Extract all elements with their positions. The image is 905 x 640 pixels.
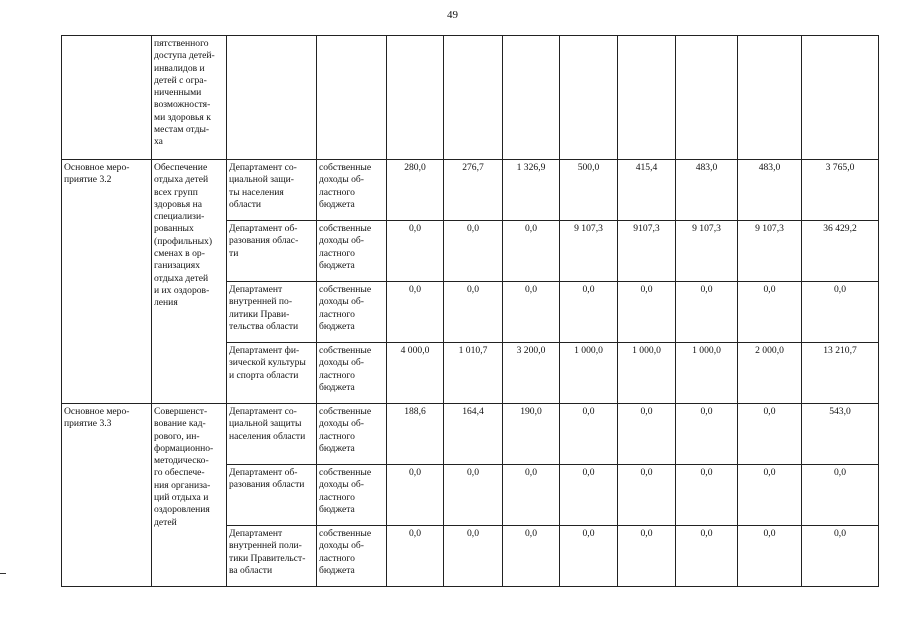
total-value-cell: 0,0 bbox=[802, 465, 879, 526]
value-cell: 0,0 bbox=[444, 526, 503, 587]
value-cell: 0,0 bbox=[560, 282, 618, 343]
executor-cell: Департамент со- циальной защиты населения области bbox=[227, 404, 317, 465]
total-value-cell: 0,0 bbox=[802, 526, 879, 587]
total-value-cell: 543,0 bbox=[802, 404, 879, 465]
continuation-row bbox=[62, 36, 879, 160]
value-cell: 0,0 bbox=[560, 465, 618, 526]
source-cell: собственные доходы об- ластного бюджета bbox=[317, 282, 387, 343]
executor-cell: Департамент внутренней по- литики Прави- тельства области bbox=[227, 282, 317, 343]
value-cell: 190,0 bbox=[503, 404, 560, 465]
source-cell: собственные доходы об- ластного бюджета bbox=[317, 526, 387, 587]
value-cell: 0,0 bbox=[676, 526, 738, 587]
activity-description-cell: Совершенст- вование кад- рового, ин- формационно- методическо- го обеспече- ния организа- ций отдыха и оздоровления детей bbox=[152, 404, 227, 587]
value-cell bbox=[503, 36, 560, 160]
value-cell: 483,0 bbox=[676, 160, 738, 221]
value-cell bbox=[387, 36, 444, 160]
value-cell: 415,4 bbox=[618, 160, 676, 221]
value-cell: 0,0 bbox=[738, 404, 802, 465]
value-cell: 0,0 bbox=[738, 526, 802, 587]
executor-cell: Департамент со- циальной защи- ты населения области bbox=[227, 160, 317, 221]
source-cell: собственные доходы об- ластного бюджета bbox=[317, 221, 387, 282]
value-cell: 0,0 bbox=[444, 465, 503, 526]
value-cell: 0,0 bbox=[387, 465, 444, 526]
value-cell: 9 107,3 bbox=[560, 221, 618, 282]
value-cell bbox=[802, 36, 879, 160]
value-cell: 0,0 bbox=[618, 282, 676, 343]
value-cell: 0,0 bbox=[618, 526, 676, 587]
executor-cell bbox=[227, 36, 317, 160]
value-cell bbox=[676, 36, 738, 160]
value-cell: 0,0 bbox=[503, 282, 560, 343]
value-cell bbox=[738, 36, 802, 160]
value-cell: 9 107,3 bbox=[676, 221, 738, 282]
value-cell: 1 326,9 bbox=[503, 160, 560, 221]
value-cell: 188,6 bbox=[387, 404, 444, 465]
value-cell: 4 000,0 bbox=[387, 343, 444, 404]
source-cell: собственные доходы об- ластного бюджета bbox=[317, 343, 387, 404]
value-cell: 0,0 bbox=[738, 282, 802, 343]
activity-name-cell bbox=[62, 36, 152, 160]
value-cell: 280,0 bbox=[387, 160, 444, 221]
total-value-cell: 36 429,2 bbox=[802, 221, 879, 282]
value-cell: 0,0 bbox=[738, 465, 802, 526]
value-cell: 0,0 bbox=[618, 465, 676, 526]
source-cell: собственные доходы об- ластного бюджета bbox=[317, 404, 387, 465]
value-cell: 0,0 bbox=[676, 404, 738, 465]
total-value-cell: 13 210,7 bbox=[802, 343, 879, 404]
source-cell: собственные доходы об- ластного бюджета bbox=[317, 160, 387, 221]
value-cell: 276,7 bbox=[444, 160, 503, 221]
activity-description-cell: Обеспечение отдыха детей всех групп здоровья на специализи- рованных (профильных) сменах в ор- ганизациях отдыха детей и их оздоров- ления bbox=[152, 160, 227, 404]
activity-description-cell: пятственного доступа детей- инвалидов и детей с огра- ниченными возможностя- ми здоровья к местам отды- ха bbox=[152, 36, 227, 160]
value-cell: 1 010,7 bbox=[444, 343, 503, 404]
total-value-cell: 0,0 bbox=[802, 282, 879, 343]
activity-name-cell: Основное меро- приятие 3.2 bbox=[62, 160, 152, 404]
value-cell: 1 000,0 bbox=[676, 343, 738, 404]
activity-name-cell: Основное меро- приятие 3.3 bbox=[62, 404, 152, 587]
value-cell: 0,0 bbox=[387, 526, 444, 587]
value-cell: 0,0 bbox=[387, 282, 444, 343]
value-cell: 2 000,0 bbox=[738, 343, 802, 404]
value-cell bbox=[444, 36, 503, 160]
value-cell: 0,0 bbox=[503, 526, 560, 587]
table-row bbox=[62, 160, 879, 221]
value-cell: 0,0 bbox=[560, 526, 618, 587]
value-cell: 1 000,0 bbox=[560, 343, 618, 404]
value-cell: 1 000,0 bbox=[618, 343, 676, 404]
page-number: 49 bbox=[447, 9, 458, 21]
executor-cell: Департамент об- разования облас- ти bbox=[227, 221, 317, 282]
value-cell: 483,0 bbox=[738, 160, 802, 221]
value-cell: 0,0 bbox=[618, 404, 676, 465]
total-value-cell: 3 765,0 bbox=[802, 160, 879, 221]
budget-table bbox=[61, 35, 879, 587]
value-cell: 500,0 bbox=[560, 160, 618, 221]
value-cell: 0,0 bbox=[676, 282, 738, 343]
executor-cell: Департамент фи- зической культуры и спорта области bbox=[227, 343, 317, 404]
value-cell: 0,0 bbox=[676, 465, 738, 526]
source-cell: собственные доходы об- ластного бюджета bbox=[317, 465, 387, 526]
executor-cell: Департамент об- разования области bbox=[227, 465, 317, 526]
source-cell bbox=[317, 36, 387, 160]
value-cell bbox=[560, 36, 618, 160]
value-cell: 0,0 bbox=[560, 404, 618, 465]
value-cell: 0,0 bbox=[444, 221, 503, 282]
value-cell: 0,0 bbox=[503, 221, 560, 282]
executor-cell: Департамент внутренней поли- тики Правительст- ва области bbox=[227, 526, 317, 587]
value-cell: 0,0 bbox=[387, 221, 444, 282]
value-cell: 9107,3 bbox=[618, 221, 676, 282]
margin-mark bbox=[0, 573, 6, 574]
value-cell: 3 200,0 bbox=[503, 343, 560, 404]
table-row bbox=[62, 404, 879, 465]
value-cell: 0,0 bbox=[503, 465, 560, 526]
value-cell: 0,0 bbox=[444, 282, 503, 343]
value-cell: 164,4 bbox=[444, 404, 503, 465]
value-cell: 9 107,3 bbox=[738, 221, 802, 282]
value-cell bbox=[618, 36, 676, 160]
